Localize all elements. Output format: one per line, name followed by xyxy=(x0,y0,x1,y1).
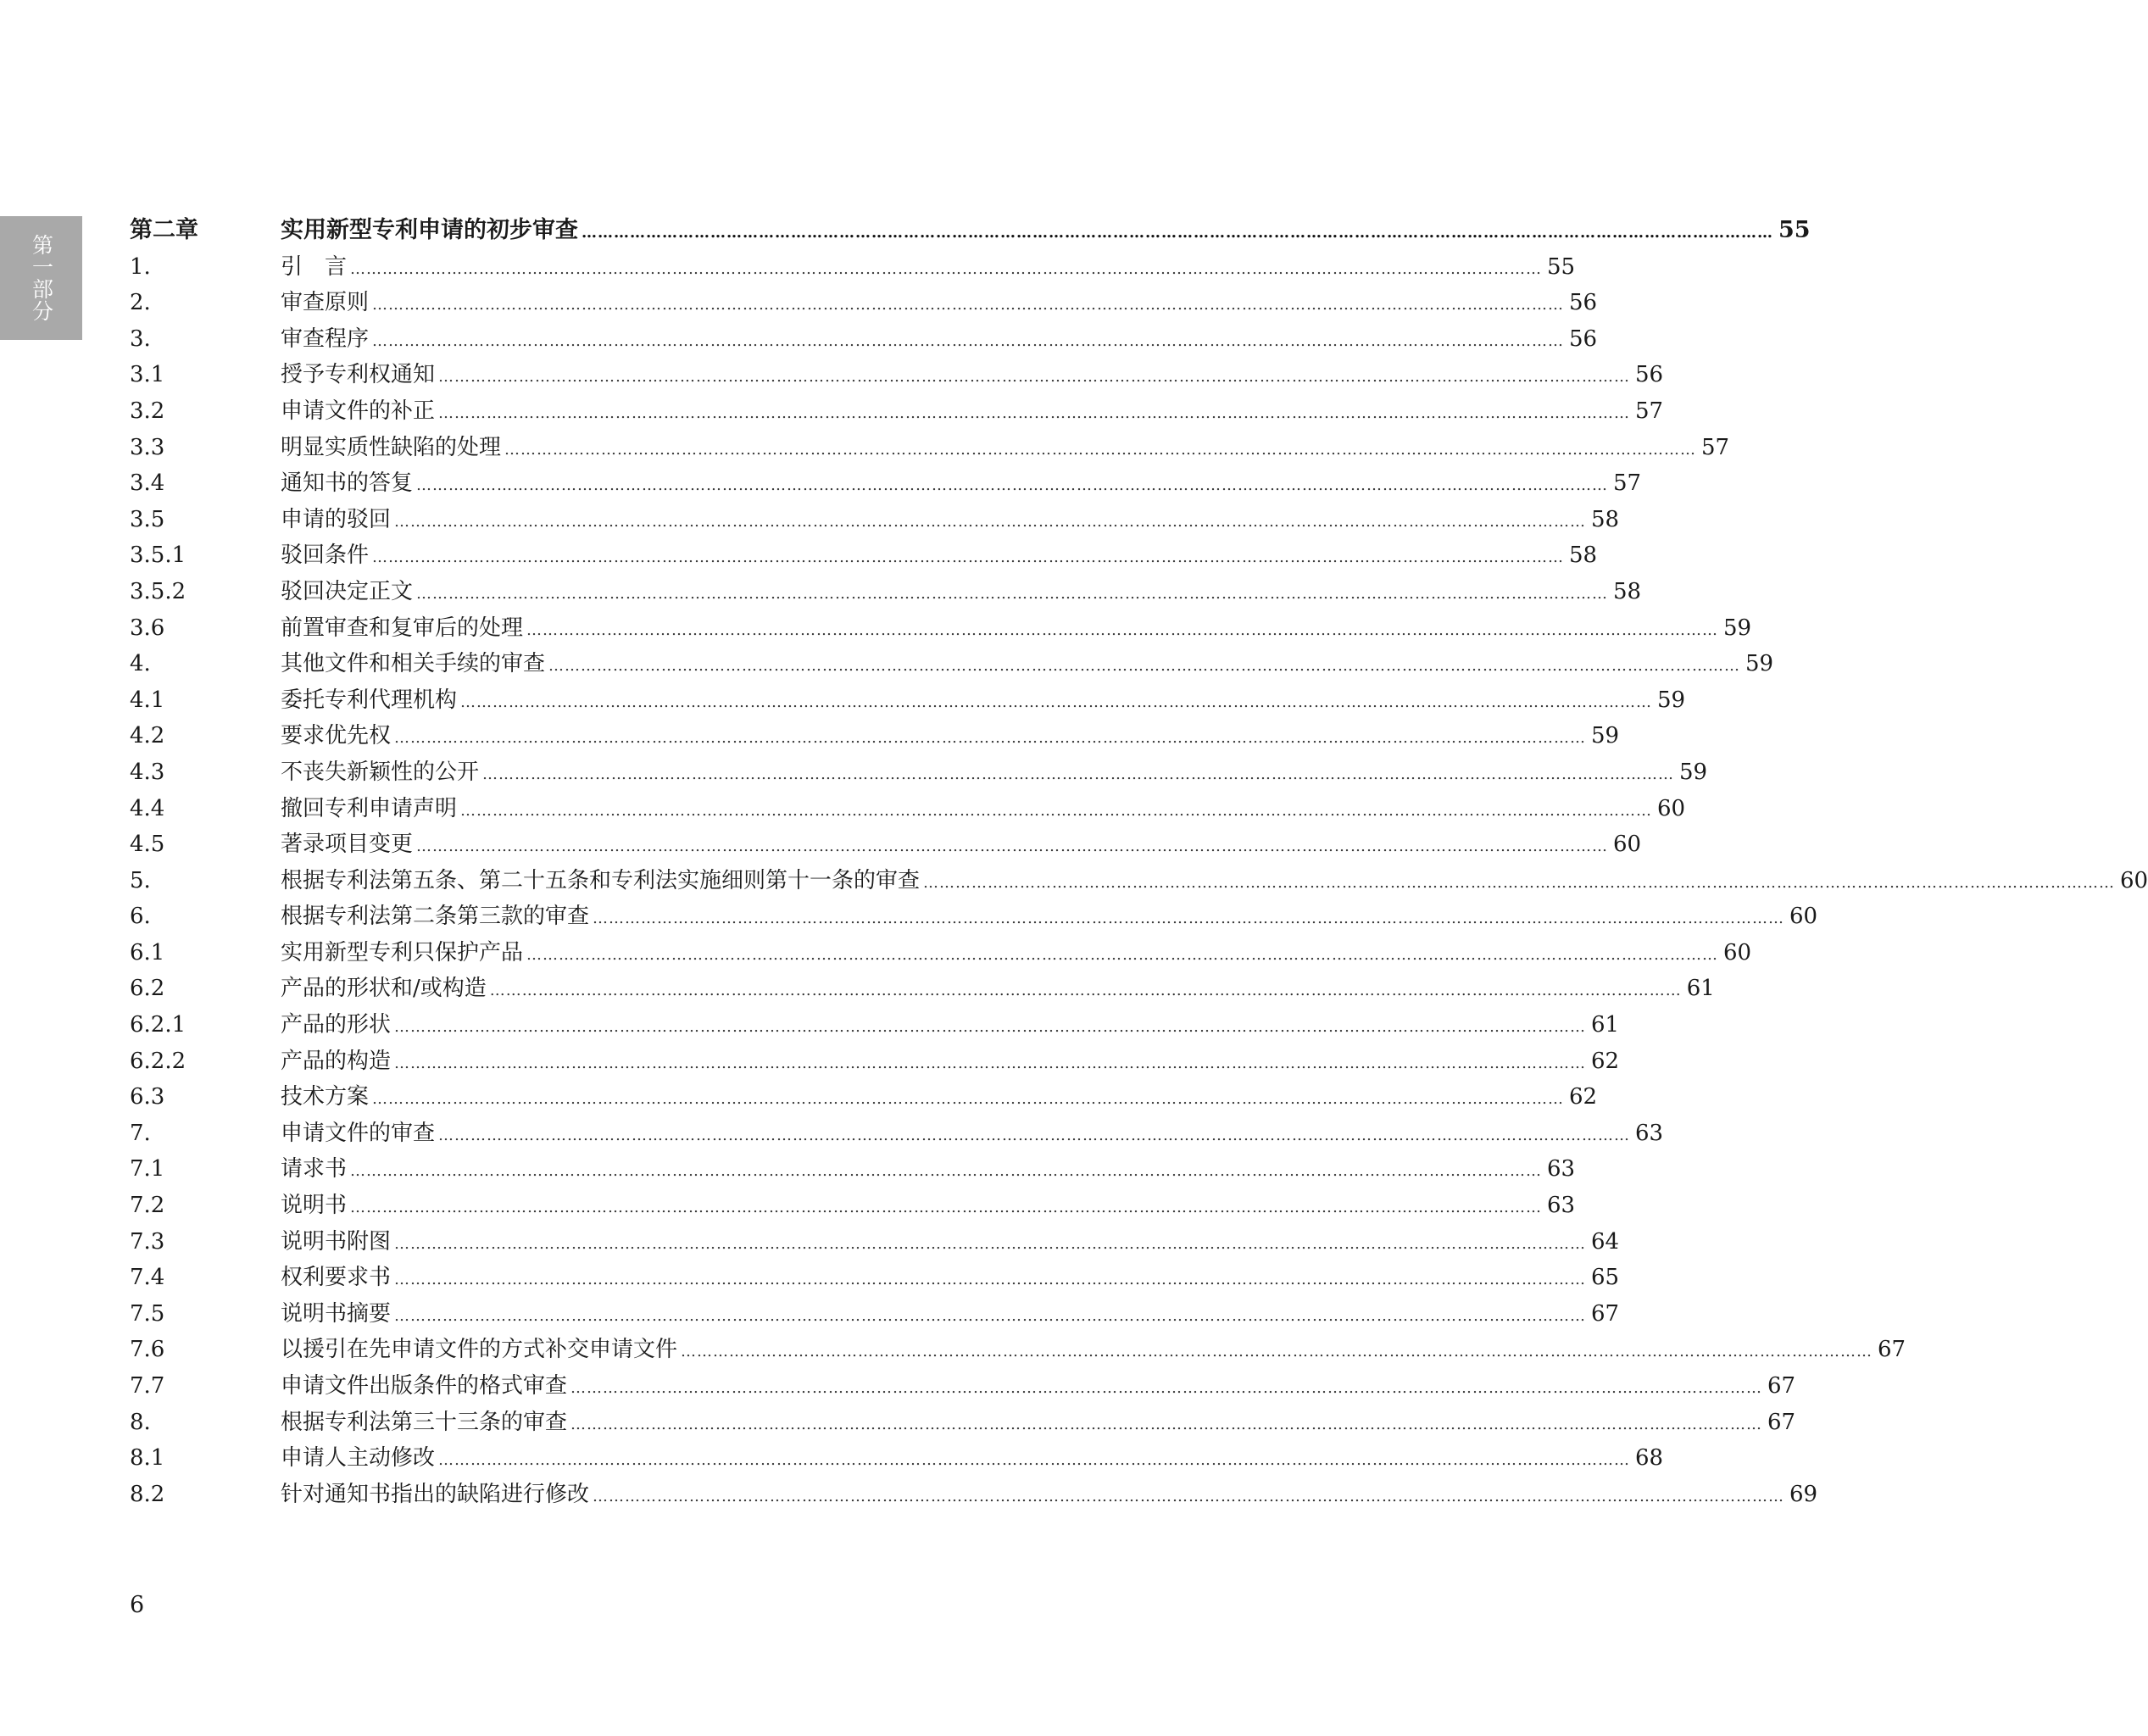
toc-entry-title: 申请文件的审查 xyxy=(281,1120,436,1146)
toc-entry-page: 57 xyxy=(1613,470,1642,497)
toc-entry-title: 明显实质性缺陷的处理 xyxy=(281,434,502,460)
toc-entry-number: 4.5 xyxy=(130,832,165,858)
toc-entry-page: 59 xyxy=(1723,615,1752,641)
toc-entry-page: 65 xyxy=(1591,1265,1620,1291)
toc-entry-row[interactable] xyxy=(130,1296,1620,1333)
toc-entry-number: 7.2 xyxy=(130,1193,165,1219)
toc-entry-row[interactable] xyxy=(130,1260,1620,1296)
toc-entry-number: 6.1 xyxy=(130,939,165,965)
toc-entry-title: 根据专利法第三十三条的审查 xyxy=(281,1409,568,1435)
toc-leader-dots: …………………………………………………………………………………………………………………………………………………………………………………………………… xyxy=(681,1343,1873,1361)
toc-leader-dots: …………………………………………………………………………………………………………………………………………………………………………………………………… xyxy=(350,1199,1543,1217)
toc-entry-title: 审查原则 xyxy=(281,290,370,316)
toc-leader-dots: …………………………………………………………………………………………………………………………………………………………………………………………………… xyxy=(438,403,1631,422)
toc-entry-number: 8.1 xyxy=(130,1445,165,1472)
toc-entry-title: 前置审查和复审后的处理 xyxy=(281,615,524,641)
part-side-tab-label: 第一部分 xyxy=(29,234,54,322)
toc-entry-number: 4. xyxy=(130,651,151,677)
toc-entry-title: 申请文件出版条件的格式审查 xyxy=(281,1373,568,1399)
toc-entry-row[interactable] xyxy=(130,1151,1576,1188)
toc-entry-number: 4.1 xyxy=(130,687,165,713)
toc-entry-title: 申请文件的补正 xyxy=(281,398,436,424)
toc-leader-dots: …………………………………………………………………………………………………………………………………………………………………………………………………… xyxy=(350,259,1543,278)
toc-entry-page: 56 xyxy=(1569,326,1598,352)
toc-entry-title: 实用新型专利只保护产品 xyxy=(281,939,524,965)
toc-entry-title: 授予专利权通知 xyxy=(281,362,436,388)
toc-entry-row[interactable] xyxy=(130,899,1818,935)
toc-leader-dots: …………………………………………………………………………………………………………………………………………………………………………………………………… xyxy=(526,620,1719,639)
toc-entry-title: 驳回条件 xyxy=(281,542,370,569)
toc-entry-number: 6.2.1 xyxy=(130,1012,186,1038)
toc-leader-dots: …………………………………………………………………………………………………………………………………………………………………………………………………… xyxy=(416,584,1609,603)
toc-chapter-title: 实用新型专利申请的初步审查 xyxy=(281,217,578,243)
toc-entry-title: 请求书 xyxy=(281,1156,348,1182)
toc-entry-number: 3.5 xyxy=(130,506,165,532)
toc-entry-page: 60 xyxy=(1657,795,1686,821)
toc-entry-number: 3.5.1 xyxy=(130,542,186,569)
toc-entry-row[interactable] xyxy=(130,1188,1576,1224)
toc-entry-page: 58 xyxy=(1569,542,1598,569)
toc-leader-dots: …………………………………………………………………………………………………………………………………………………………………………………………………… xyxy=(582,224,1773,242)
toc-entry-number: 2. xyxy=(130,290,151,316)
toc-entry-number: 7.6 xyxy=(130,1337,165,1363)
toc-leader-dots: …………………………………………………………………………………………………………………………………………………………………………………………………… xyxy=(394,1234,1587,1253)
toc-entry-row[interactable] xyxy=(130,1477,1818,1513)
toc-entry-page: 60 xyxy=(2120,867,2148,893)
toc-entry-page: 62 xyxy=(1591,1048,1620,1074)
toc-leader-dots: …………………………………………………………………………………………………………………………………………………………………………………………………… xyxy=(526,945,1719,964)
toc-entry-row[interactable] xyxy=(130,1368,1796,1405)
toc-entry-number: 7.7 xyxy=(130,1373,165,1399)
toc-entry-row[interactable] xyxy=(130,1007,1620,1043)
toc-entry-title: 说明书摘要 xyxy=(281,1300,392,1327)
toc-entry-page: 58 xyxy=(1613,578,1642,604)
toc-entry-row[interactable] xyxy=(130,537,1598,574)
toc-entry-page: 61 xyxy=(1686,976,1715,1002)
toc-entry-title: 撤回专利申请声明 xyxy=(281,795,458,821)
toc-entry-row[interactable] xyxy=(130,393,1664,430)
toc-leader-dots: …………………………………………………………………………………………………………………………………………………………………………………………………… xyxy=(504,440,1697,459)
toc-entry-page: 59 xyxy=(1657,687,1686,713)
toc-entry-page: 62 xyxy=(1569,1084,1598,1110)
toc-leader-dots: …………………………………………………………………………………………………………………………………………………………………………………………………… xyxy=(416,837,1609,856)
toc-entry-title: 引 言 xyxy=(281,253,348,280)
toc-entry-number: 8.2 xyxy=(130,1481,165,1507)
toc-entry-row[interactable] xyxy=(130,357,1664,393)
toc-entry-page: 60 xyxy=(1723,939,1752,965)
toc-entry-title: 产品的形状和/或构造 xyxy=(281,976,487,1002)
toc-leader-dots: …………………………………………………………………………………………………………………………………………………………………………………………………… xyxy=(438,1126,1631,1144)
toc-entry-number: 3.2 xyxy=(130,398,165,424)
toc-entry-row[interactable] xyxy=(130,718,1620,754)
toc-entry-title: 说明书 xyxy=(281,1193,348,1219)
toc-leader-dots: …………………………………………………………………………………………………………………………………………………………………………………………………… xyxy=(482,765,1675,783)
toc-leader-dots: …………………………………………………………………………………………………………………………………………………………………………………………………… xyxy=(438,1451,1631,1470)
toc-entry-row[interactable] xyxy=(130,574,1642,610)
page-number: 6 xyxy=(130,1592,145,1618)
toc-entry-row[interactable] xyxy=(130,754,1708,791)
toc-leader-dots: …………………………………………………………………………………………………………………………………………………………………………………………………… xyxy=(593,910,1785,928)
toc-entry-number: 7.4 xyxy=(130,1265,165,1291)
toc-entry-list xyxy=(130,249,2148,1513)
toc-leader-dots: …………………………………………………………………………………………………………………………………………………………………………………………………… xyxy=(372,331,1565,350)
toc-entry-number: 3.4 xyxy=(130,470,165,497)
toc-entry-page: 68 xyxy=(1635,1445,1664,1472)
toc-entry-page: 69 xyxy=(1789,1481,1818,1507)
toc-entry-row[interactable] xyxy=(130,249,1576,286)
toc-entry-page: 59 xyxy=(1745,651,1774,677)
toc-entry-number: 3.1 xyxy=(130,362,165,388)
toc-entry-title: 著录项目变更 xyxy=(281,832,414,858)
toc-leader-dots: …………………………………………………………………………………………………………………………………………………………………………………………………… xyxy=(372,548,1565,567)
toc-leader-dots: …………………………………………………………………………………………………………………………………………………………………………………………………… xyxy=(923,873,2116,892)
toc-entry-row[interactable] xyxy=(130,1116,1664,1152)
toc-leader-dots: …………………………………………………………………………………………………………………………………………………………………………………………………… xyxy=(394,1271,1587,1289)
toc-entry-row[interactable] xyxy=(130,646,1774,682)
part-side-tab xyxy=(0,216,82,340)
toc-entry-page: 59 xyxy=(1591,723,1620,749)
toc-entry-row[interactable] xyxy=(130,935,1752,971)
toc-entry-row[interactable] xyxy=(130,1079,1598,1116)
toc-entry-number: 3.3 xyxy=(130,434,165,460)
toc-leader-dots: …………………………………………………………………………………………………………………………………………………………………………………………………… xyxy=(489,982,1682,1000)
toc-entry-page: 60 xyxy=(1789,904,1818,930)
toc-entry-page: 56 xyxy=(1569,290,1598,316)
toc-entry-page: 63 xyxy=(1547,1156,1576,1182)
toc-entry-number: 3.5.2 xyxy=(130,578,186,604)
toc-entry-title: 根据专利法第二条第三款的审查 xyxy=(281,904,590,930)
toc-leader-dots: …………………………………………………………………………………………………………………………………………………………………………………………………… xyxy=(570,1379,1763,1397)
toc-entry-page: 63 xyxy=(1547,1193,1576,1219)
toc-chapter-row[interactable] xyxy=(130,213,1811,249)
toc-entry-row[interactable] xyxy=(130,285,1598,321)
toc-entry-number: 8. xyxy=(130,1409,151,1435)
toc-entry-title: 委托专利代理机构 xyxy=(281,687,458,713)
toc-leader-dots: …………………………………………………………………………………………………………………………………………………………………………………………………… xyxy=(438,368,1631,387)
toc-entry-number: 6. xyxy=(130,904,151,930)
toc-entry-page: 58 xyxy=(1591,506,1620,532)
toc-entry-title: 产品的构造 xyxy=(281,1048,392,1074)
toc-entry-row[interactable] xyxy=(130,1043,1620,1080)
toc-entry-number: 7. xyxy=(130,1120,151,1146)
toc-leader-dots: …………………………………………………………………………………………………………………………………………………………………………………………………… xyxy=(416,476,1609,495)
toc-entry-title: 技术方案 xyxy=(281,1084,370,1110)
toc-entry-title: 根据专利法第五条、第二十五条和专利法实施细则第十一条的审查 xyxy=(281,867,921,893)
toc-entry-number: 6.2 xyxy=(130,976,165,1002)
toc-entry-page: 67 xyxy=(1767,1373,1796,1399)
toc-entry-title: 驳回决定正文 xyxy=(281,578,414,604)
toc-entry-page: 60 xyxy=(1613,832,1642,858)
toc-entry-title: 产品的形状 xyxy=(281,1012,392,1038)
toc-entry-row[interactable] xyxy=(130,321,1598,358)
toc-entry-page: 57 xyxy=(1635,398,1664,424)
toc-entry-title: 要求优先权 xyxy=(281,723,392,749)
toc-entry-number: 6.3 xyxy=(130,1084,165,1110)
toc-entry-number: 7.1 xyxy=(130,1156,165,1182)
toc-entry-row[interactable] xyxy=(130,1332,1906,1368)
toc-entry-title: 以援引在先申请文件的方式补交申请文件 xyxy=(281,1337,678,1363)
toc-entry-number: 4.2 xyxy=(130,723,165,749)
toc-entry-row[interactable] xyxy=(130,502,1620,538)
toc-entry-page: 67 xyxy=(1878,1337,1906,1363)
toc-entry-row[interactable] xyxy=(130,430,1730,466)
toc-entry-page: 59 xyxy=(1679,759,1708,785)
toc-entry-number: 3. xyxy=(130,326,151,352)
toc-entry-row[interactable] xyxy=(130,863,2148,899)
toc-entry-row[interactable] xyxy=(130,610,1752,647)
toc-entry-row[interactable] xyxy=(130,465,1642,502)
toc-entry-number: 5. xyxy=(130,867,151,893)
toc-leader-dots: …………………………………………………………………………………………………………………………………………………………………………………………………… xyxy=(394,1306,1587,1325)
toc-chapter-number: 第二章 xyxy=(130,217,198,243)
toc-leader-dots: …………………………………………………………………………………………………………………………………………………………………………………………………… xyxy=(372,1090,1565,1109)
toc-entry-number: 4.4 xyxy=(130,795,165,821)
toc-entry-page: 64 xyxy=(1591,1228,1620,1255)
toc-entry-number: 3.6 xyxy=(130,615,165,641)
toc-leader-dots: …………………………………………………………………………………………………………………………………………………………………………………………………… xyxy=(350,1162,1543,1181)
toc-entry-number: 1. xyxy=(130,253,151,280)
toc-leader-dots: …………………………………………………………………………………………………………………………………………………………………………………………………… xyxy=(372,296,1565,314)
toc-entry-row[interactable] xyxy=(130,971,1715,1007)
toc-entry-page: 61 xyxy=(1591,1012,1620,1038)
toc-chapter-page: 55 xyxy=(1778,217,1811,243)
toc-entry-row[interactable] xyxy=(130,1405,1796,1441)
toc-entry-number: 6.2.2 xyxy=(130,1048,186,1074)
toc-entry-title: 申请人主动修改 xyxy=(281,1445,436,1472)
toc-entry-row[interactable] xyxy=(130,791,1686,827)
toc-entry-title: 审查程序 xyxy=(281,326,370,352)
toc-entry-title: 其他文件和相关手续的审查 xyxy=(281,651,546,677)
toc-entry-row[interactable] xyxy=(130,682,1686,719)
toc-entry-page: 57 xyxy=(1701,434,1730,460)
toc-leader-dots: …………………………………………………………………………………………………………………………………………………………………………………………………… xyxy=(394,512,1587,531)
toc-entry-page: 67 xyxy=(1767,1409,1796,1435)
toc-entry-title: 权利要求书 xyxy=(281,1265,392,1291)
toc-entry-row[interactable] xyxy=(130,1224,1620,1260)
toc-leader-dots: …………………………………………………………………………………………………………………………………………………………………………………………………… xyxy=(460,693,1653,711)
toc-entry-page: 56 xyxy=(1635,362,1664,388)
toc-entry-row[interactable] xyxy=(130,1440,1664,1477)
toc-entry-title: 通知书的答复 xyxy=(281,470,414,497)
toc-leader-dots: …………………………………………………………………………………………………………………………………………………………………………………………………… xyxy=(394,1054,1587,1072)
toc-entry-title: 说明书附图 xyxy=(281,1228,392,1255)
toc-entry-page: 63 xyxy=(1635,1120,1664,1146)
toc-entry-row[interactable] xyxy=(130,826,1642,863)
toc-entry-number: 7.3 xyxy=(130,1228,165,1255)
toc-leader-dots: …………………………………………………………………………………………………………………………………………………………………………………………………… xyxy=(570,1415,1763,1433)
toc-entry-title: 申请的驳回 xyxy=(281,506,392,532)
toc-leader-dots: …………………………………………………………………………………………………………………………………………………………………………………………………… xyxy=(394,1018,1587,1037)
toc-entry-title: 针对通知书指出的缺陷进行修改 xyxy=(281,1481,590,1507)
toc-entry-page: 67 xyxy=(1591,1300,1620,1327)
toc-leader-dots: …………………………………………………………………………………………………………………………………………………………………………………………………… xyxy=(394,729,1587,748)
toc-leader-dots: …………………………………………………………………………………………………………………………………………………………………………………………………… xyxy=(460,801,1653,820)
toc-entry-number: 7.5 xyxy=(130,1300,165,1327)
toc-entry-number: 4.3 xyxy=(130,759,165,785)
table-of-contents xyxy=(130,213,2148,1512)
toc-leader-dots: …………………………………………………………………………………………………………………………………………………………………………………………………… xyxy=(593,1487,1785,1505)
toc-leader-dots: …………………………………………………………………………………………………………………………………………………………………………………………………… xyxy=(548,657,1741,676)
toc-entry-page: 55 xyxy=(1547,253,1576,280)
toc-entry-title: 不丧失新颖性的公开 xyxy=(281,759,480,785)
